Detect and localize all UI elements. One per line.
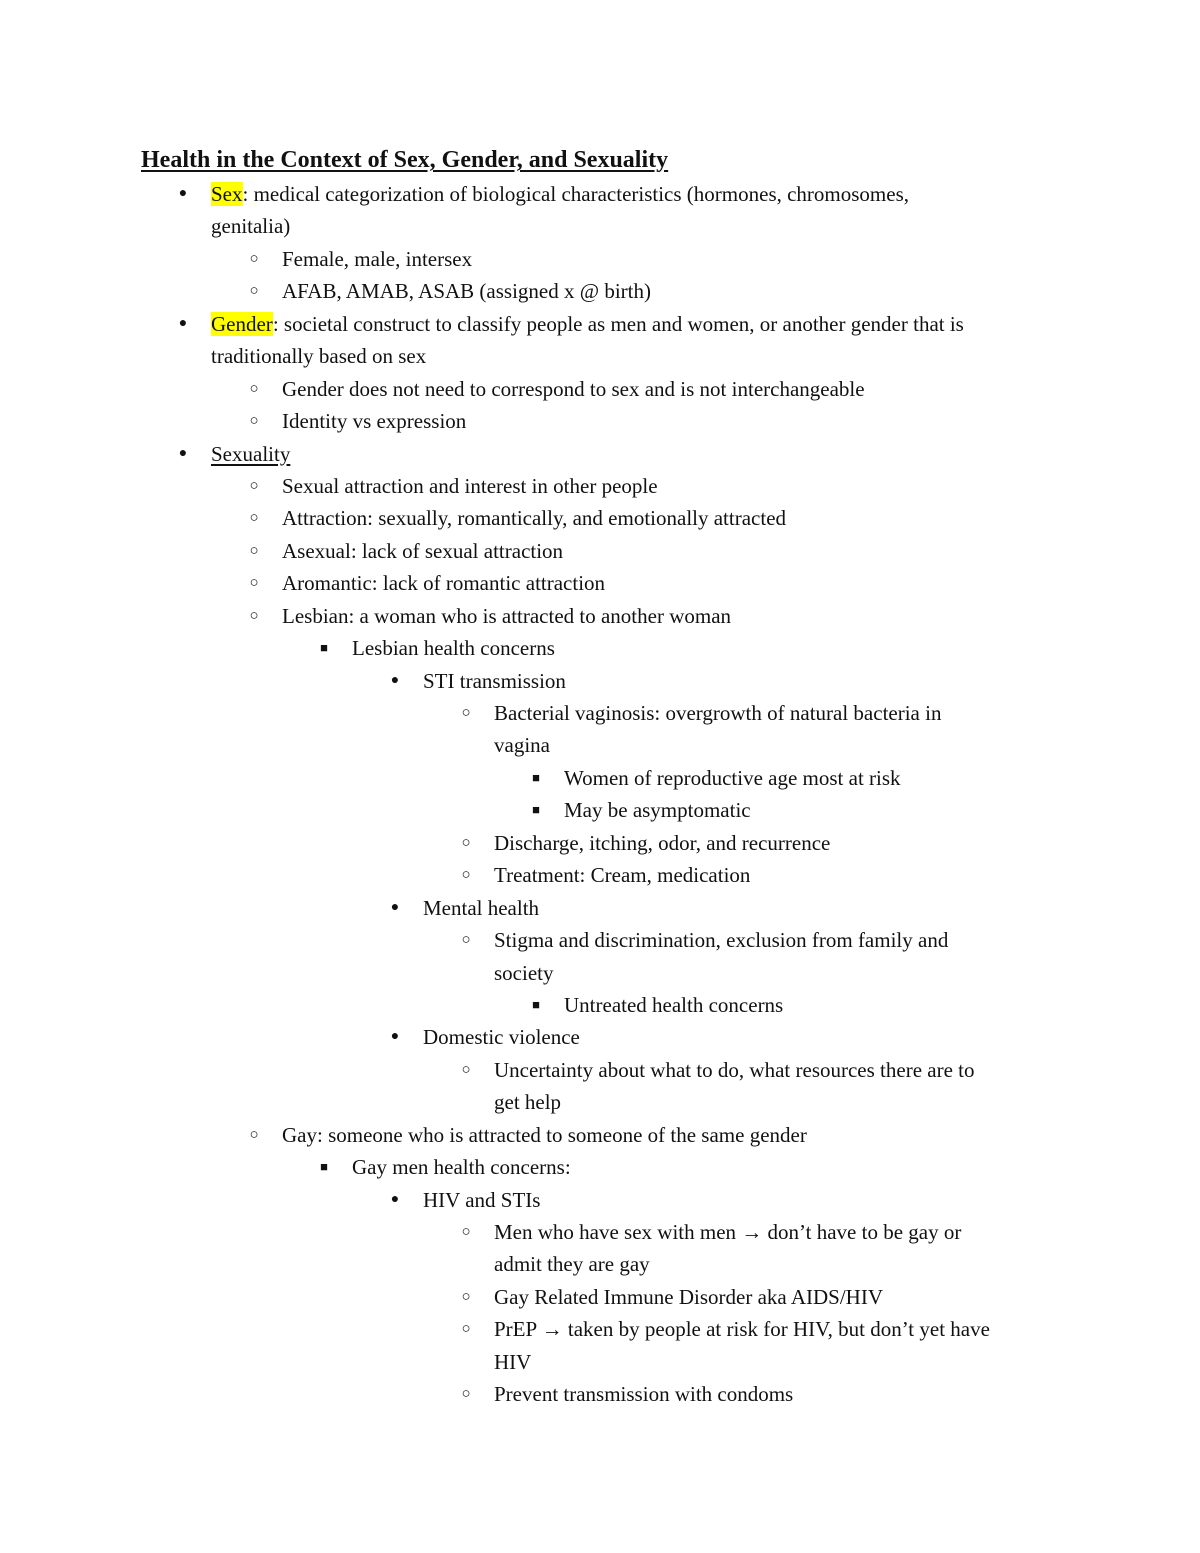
- item-text: Lesbian health concerns: [352, 636, 555, 661]
- list-item-text: [494, 1378, 793, 1410]
- list-item-text: [282, 502, 786, 534]
- item-text: : medical categorization of biological characteristics (hormones, chromosomes,: [242, 182, 910, 206]
- list-item: [0, 762, 1200, 794]
- list-item: [0, 178, 1200, 210]
- item-text: : societal construct to classify people as men and women, or another gender that is: [272, 311, 964, 336]
- item-text: get help: [494, 1090, 562, 1115]
- item-text: Domestic violence: [423, 1025, 580, 1050]
- item-text: Gay men health concerns:: [352, 1155, 571, 1180]
- list-item-text: [211, 438, 290, 470]
- bullet-square-icon: ■: [532, 996, 540, 1012]
- bullet-circle-icon: ○: [249, 477, 259, 494]
- item-text: Identity vs expression: [282, 409, 467, 434]
- list-item-text: [494, 1346, 531, 1378]
- list-item-text: [352, 632, 555, 664]
- list-item: [0, 924, 1200, 956]
- list-item-text: [282, 1119, 807, 1151]
- item-text: STI transmission: [423, 668, 566, 693]
- list-item-text: [282, 600, 731, 632]
- bullet-circle-icon: ○: [249, 413, 259, 430]
- highlighted-term: Sex: [211, 182, 243, 206]
- page-title: Health in the Context of Sex, Gender, and Sexuality: [141, 147, 669, 173]
- item-text: genitalia): [211, 214, 291, 239]
- list-item-text: [494, 1281, 883, 1313]
- list-item-continuation: [0, 1248, 1200, 1280]
- list-item-continuation: [0, 1086, 1200, 1118]
- list-item: [0, 373, 1200, 405]
- bullet-circle-icon: ○: [249, 1126, 259, 1143]
- list-item: [0, 438, 1200, 470]
- item-text: Gender does not need to correspond to sex and is not interchangeable: [282, 376, 865, 401]
- list-item-continuation: [0, 210, 1200, 242]
- item-text: Treatment: Cream, medication: [494, 863, 751, 888]
- list-item: [0, 1216, 1200, 1248]
- list-item: [0, 308, 1200, 340]
- list-item: [0, 243, 1200, 275]
- item-text: Female, male, intersex: [282, 246, 473, 271]
- bullet-circle-icon: ○: [249, 283, 259, 300]
- list-item: [0, 470, 1200, 502]
- list-item-text: [282, 243, 472, 275]
- bullet-circle-icon: ○: [249, 575, 259, 592]
- item-text: admit they are gay: [494, 1252, 650, 1277]
- list-item-text: [423, 892, 539, 924]
- list-item: [0, 794, 1200, 826]
- item-text: Uncertainty about what to do, what resources there are to: [494, 1057, 975, 1082]
- list-item-text: [282, 535, 563, 567]
- list-item-continuation: [0, 340, 1200, 372]
- list-item: [0, 827, 1200, 859]
- list-item-text: [564, 762, 901, 794]
- bullet-circle-icon: ○: [249, 510, 259, 527]
- list-item: [0, 989, 1200, 1021]
- list-item-text: [423, 1021, 580, 1053]
- list-item-text: [282, 567, 605, 599]
- item-text: AFAB, AMAB, ASAB (assigned x @ birth): [282, 279, 651, 304]
- bullet-circle-icon: ○: [461, 1061, 471, 1078]
- list-item-text: [211, 308, 964, 340]
- item-text: Aromantic: lack of romantic attraction: [282, 571, 606, 596]
- bullet-circle-icon: ○: [249, 380, 259, 397]
- bullet-circle-icon: ○: [249, 542, 259, 559]
- item-text: PrEP → taken by people at risk for HIV, but don’t yet have: [494, 1317, 990, 1342]
- item-text: Prevent transmission with condoms: [494, 1382, 794, 1407]
- bullet-circle-icon: ○: [461, 1288, 471, 1305]
- item-text: Gay: someone who is attracted to someone of the same gender: [282, 1122, 807, 1147]
- bullet-circle-icon: ○: [249, 250, 259, 267]
- item-text: Stigma and discrimination, exclusion from family and: [494, 928, 949, 953]
- list-item-continuation: [0, 957, 1200, 989]
- bullet-disc-icon: ●: [178, 315, 188, 331]
- list-item-text: [423, 665, 566, 697]
- item-text: Gay Related Immune Disorder aka AIDS/HIV: [494, 1284, 883, 1309]
- list-item-text: [564, 989, 783, 1021]
- bullet-circle-icon: ○: [461, 932, 471, 949]
- bullet-circle-icon: ○: [461, 1386, 471, 1403]
- list-item: [0, 859, 1200, 891]
- item-text: Bacterial vaginosis: overgrowth of natural bacteria in: [494, 701, 942, 725]
- list-item: [0, 1313, 1200, 1345]
- list-item-text: [282, 405, 466, 437]
- bullet-circle-icon: ○: [461, 867, 471, 884]
- item-text: traditionally based on sex: [211, 344, 427, 369]
- bullet-square-icon: ■: [320, 640, 328, 656]
- list-item-text: [494, 859, 750, 891]
- bullet-square-icon: ■: [532, 802, 540, 818]
- bullet-circle-icon: ○: [461, 705, 471, 721]
- item-text: Untreated health concerns: [564, 992, 784, 1017]
- item-text: HIV: [494, 1349, 532, 1374]
- list-item: [0, 1281, 1200, 1313]
- list-item: [0, 632, 1200, 664]
- list-item-text: [564, 794, 751, 826]
- list-item-text: [211, 210, 290, 242]
- item-text: Sexual attraction and interest in other people: [282, 473, 658, 498]
- list-item-text: [211, 340, 426, 372]
- list-item: [0, 1021, 1200, 1053]
- list-item: [0, 1054, 1200, 1086]
- item-text: HIV and STIs: [423, 1187, 541, 1212]
- list-item: [0, 1151, 1200, 1183]
- bullet-disc-icon: ●: [390, 899, 400, 915]
- item-text: May be asymptomatic: [564, 798, 751, 823]
- bullet-disc-icon: ●: [178, 186, 188, 201]
- item-text: Lesbian: a woman who is attracted to another woman: [282, 603, 732, 628]
- list-item-text: [211, 178, 909, 210]
- bullet-disc-icon: ●: [390, 672, 400, 688]
- list-item-text: [494, 827, 830, 859]
- item-text: Attraction: sexually, romantically, and emotionally attracted: [282, 506, 787, 531]
- list-item: [0, 1184, 1200, 1216]
- item-text: Asexual: lack of sexual attraction: [282, 538, 564, 563]
- underlined-term: Sexuality: [211, 441, 291, 466]
- list-item: [0, 1378, 1200, 1410]
- bullet-circle-icon: ○: [461, 1224, 471, 1240]
- list-item: [0, 892, 1200, 924]
- list-item: [0, 567, 1200, 599]
- item-text: Women of reproductive age most at risk: [564, 765, 901, 790]
- list-item-text: [352, 1151, 571, 1183]
- list-item: [0, 502, 1200, 534]
- item-text: Men who have sex with men → don’t have to be gay or: [494, 1220, 962, 1244]
- list-item-text: [494, 697, 941, 729]
- list-item-text: [494, 1086, 561, 1118]
- list-item: [0, 405, 1200, 437]
- list-item-text: [423, 1184, 540, 1216]
- list-item-text: [494, 1248, 650, 1280]
- list-item-continuation: [0, 1346, 1200, 1378]
- item-text: Mental health: [423, 895, 540, 920]
- notes-outline: [0, 178, 1200, 1411]
- bullet-square-icon: ■: [532, 769, 540, 785]
- bullet-circle-icon: ○: [249, 607, 259, 624]
- list-item-text: [282, 470, 658, 502]
- list-item: [0, 535, 1200, 567]
- list-item-text: [494, 957, 553, 989]
- list-item-continuation: [0, 729, 1200, 761]
- list-item: [0, 1119, 1200, 1151]
- list-item-text: [494, 924, 948, 956]
- bullet-circle-icon: ○: [461, 1321, 471, 1338]
- list-item-text: [494, 1054, 975, 1086]
- list-item: [0, 697, 1200, 729]
- item-text: vagina: [494, 733, 550, 758]
- bullet-disc-icon: ●: [390, 1191, 400, 1207]
- list-item: [0, 275, 1200, 307]
- item-text: society: [494, 960, 554, 985]
- list-item: [0, 665, 1200, 697]
- item-text: Discharge, itching, odor, and recurrence: [494, 830, 831, 855]
- bullet-square-icon: ■: [320, 1159, 328, 1175]
- highlighted-term: Gender: [211, 311, 273, 336]
- list-item-text: [282, 275, 651, 307]
- bullet-circle-icon: ○: [461, 834, 471, 851]
- bullet-disc-icon: ●: [390, 1029, 400, 1045]
- list-item: [0, 600, 1200, 632]
- list-item-text: [494, 1313, 990, 1345]
- list-item-text: [282, 373, 865, 405]
- list-item-text: [494, 729, 550, 761]
- bullet-disc-icon: ●: [178, 445, 188, 461]
- list-item-text: [494, 1216, 961, 1248]
